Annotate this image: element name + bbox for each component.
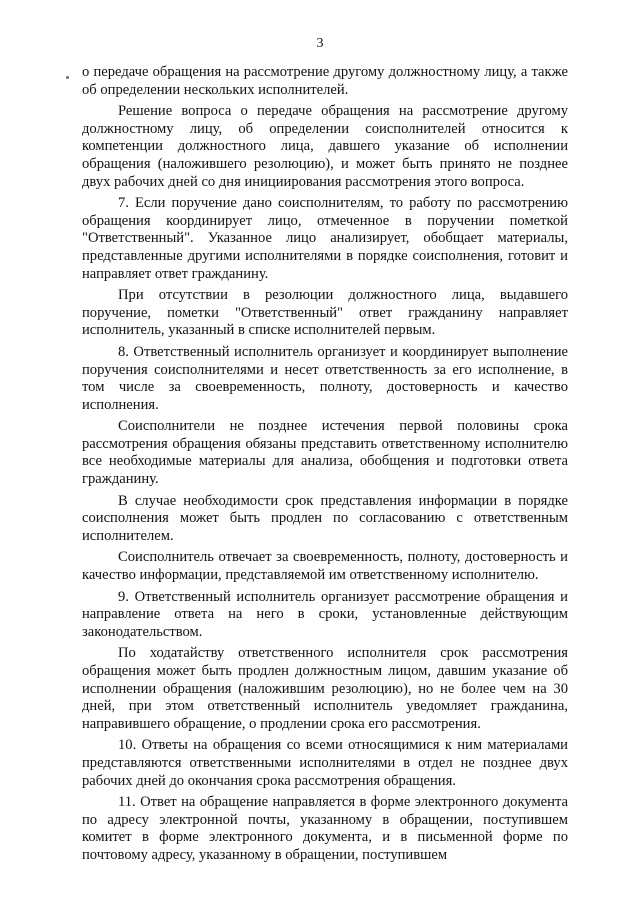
paragraph-item-9: 9. Ответственный исполнитель организует рассмотрение обращения и направление ответа на него в сроки, установленные действующим законодательством.: [82, 588, 568, 640]
paragraph: В случае необходимости срок представления информации в порядке соисполнения может быть продлен по согласованию с ответственным исполнителем.: [82, 492, 568, 544]
paragraph-item-8: 8. Ответственный исполнитель организует и координирует выполнение поручения соисполнителями и несет ответственность за его исполнение, в том числе за своевременность, полноту, достоверность и качество исполнения.: [82, 343, 568, 413]
scan-artifact-mark: [66, 76, 69, 79]
paragraph: Соисполнитель отвечает за своевременность, полноту, достоверность и качество информации, представляемой им ответственному исполнителю.: [82, 549, 568, 584]
paragraph: При отсутствии в резолюции должностного лица, выдавшего поручение, пометки "Ответственный" ответ гражданину направляет исполнитель, указанный в списке исполнителей первым.: [82, 287, 568, 339]
paragraph-item-10: 10. Ответы на обращения со всеми относящимися к ним материалами представляются ответственными исполнителями в отдел не позднее двух рабочих дней до окончания срока рассмотрения обращения.: [82, 737, 568, 789]
page-number: 3: [316, 36, 324, 51]
document-body: [82, 64, 568, 869]
paragraph-continuation: о передаче обращения на рассмотрение другому должностному лицу, а также об определении нескольких исполнителей.: [82, 64, 568, 98]
paragraph: По ходатайству ответственного исполнителя срок рассмотрения обращения может быть продлен должностным лицом, давшим указание об исполнении обращения (наложившим резолюцию), но не более чем на 30 дней, при этом ответственный исполнитель уведомляет гражданина, направившего обращение, о продлении срока его рассмотрения.: [82, 645, 568, 732]
paragraph: Соисполнители не позднее истечения первой половины срока рассмотрения обращения обязаны представить ответственному исполнителю все необходимые материалы для анализа, обобщения и подготовки ответа гражданину.: [82, 418, 568, 488]
paragraph-item-11: 11. Ответ на обращение направляется в форме электронного документа по адресу электронной почты, указанному в обращении, поступившем комитет в форме электронного документа, и в письменной форме по почтовому адресу, указанному в обращении, поступившем: [82, 794, 568, 863]
paragraph-item-7: 7. Если поручение дано соисполнителям, то работу по рассмотрению обращения координирует лицо, отмеченное в поручении пометкой "Ответственный". Указанное лицо анализирует, обобщает материалы, представленные другими исполнителями в порядке соисполнения, готовит и направляет ответ гражданину.: [82, 195, 568, 282]
paragraph: Решение вопроса о передаче обращения на рассмотрение другому должностному лицу, об определении соисполнителей относится к компетенции должностного лица, давшего указание об исполнении обращения (наложившего резолюцию), и может быть принято не позднее двух рабочих дней со дня инициирования рассмотрения этого вопроса.: [82, 103, 568, 190]
